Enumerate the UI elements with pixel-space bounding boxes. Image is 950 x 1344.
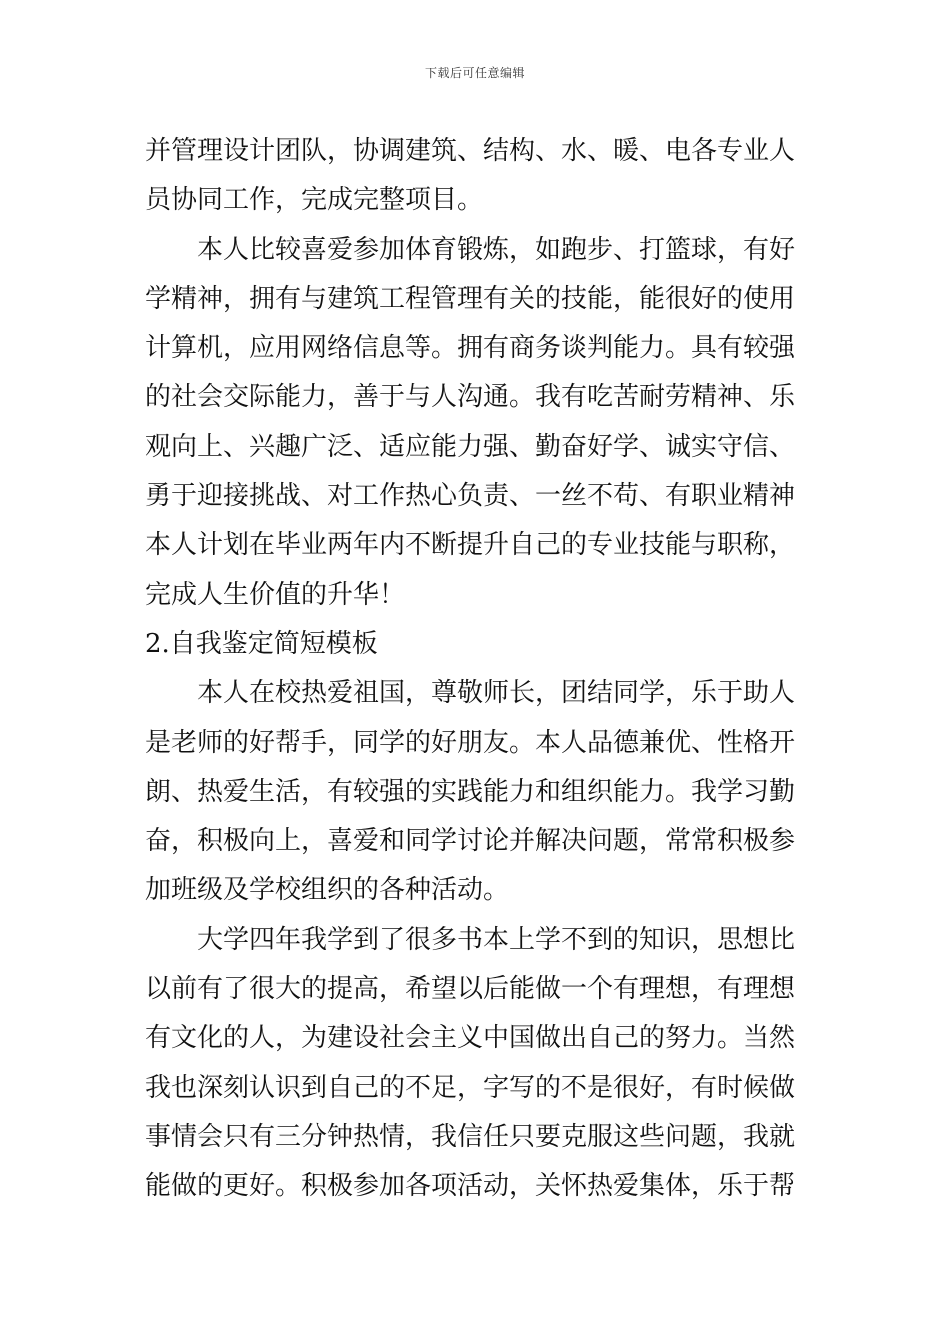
text-line: 员协同工作，完成完整项目。 (145, 185, 484, 216)
text-line: 朗、热爱生活，有较强的实践能力和组织能力。我学习勤 (145, 776, 796, 807)
text-line: 有文化的人，为建设社会主义中国做出自己的努力。当然 (145, 1023, 796, 1054)
text-line: 学精神，拥有与建筑工程管理有关的技能，能很好的使用 (145, 283, 796, 314)
text-line: 完成人生价值的升华！ (145, 579, 406, 610)
text-line: 观向上、兴趣广泛、适应能力强、勤奋好学、诚实守信、 (145, 431, 796, 462)
text-line: 奋，积极向上，喜爱和同学讨论并解决问题，常常积极参 (145, 826, 796, 857)
text-line: 是老师的好帮手，同学的好朋友。本人品德兼优、性格开 (145, 727, 796, 758)
text-line: 计算机，应用网络信息等。拥有商务谈判能力。具有较强 (145, 333, 796, 364)
header-note: 下载后可任意编辑 (424, 66, 525, 80)
text-line: 加班级及学校组织的各种活动。 (145, 875, 510, 906)
text-line: 以前有了很大的提高，希望以后能做一个有理想，有理想 (145, 974, 796, 1005)
text-line: 勇于迎接挑战、对工作热心负责、一丝不苟、有职业精神 (145, 481, 796, 512)
text-line: 事情会只有三分钟热情，我信任只要克服这些问题，我就 (145, 1121, 796, 1152)
text-line: 能做的更好。积极参加各项活动，关怀热爱集体，乐于帮 (145, 1171, 796, 1202)
paragraph-start-line: 本人比较喜爱参加体育锻炼，如跑步、打篮球，有好 (197, 234, 796, 265)
document-body (145, 127, 810, 1212)
text-line: 本人计划在毕业两年内不断提升自己的专业技能与职称， (145, 530, 796, 561)
paragraph-start-line: 本人在校热爱祖国，尊敬师长，团结同学，乐于助人 (197, 678, 796, 709)
section-heading: 2.自我鉴定简短模板 (145, 628, 378, 659)
text-line: 并管理设计团队，协调建筑、结构、水、暖、电各专业人 (145, 136, 796, 166)
text-line: 我也深刻认识到自己的不足，字写的不是很好，有时候做 (145, 1072, 796, 1103)
paragraph-start-line: 大学四年我学到了很多书本上学不到的知识，思想比 (197, 924, 796, 955)
text-line: 的社会交际能力，善于与人沟通。我有吃苦耐劳精神、乐 (145, 382, 796, 413)
